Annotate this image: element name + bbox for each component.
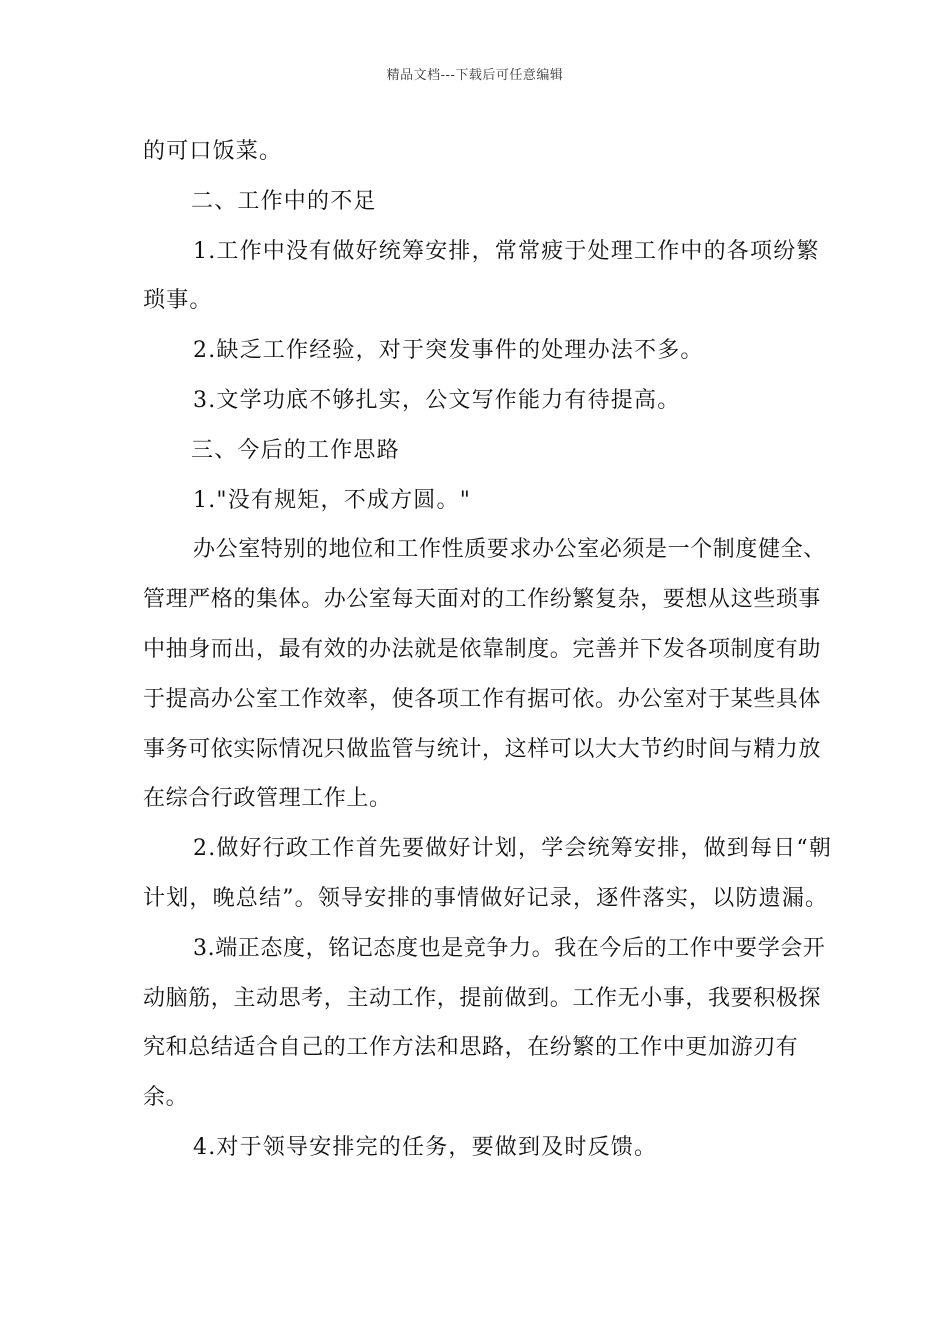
- plan-item-3: 3.端正态度，铭记态度也是竞争力。我在今后的工作中要学会开动脑筋，主动思考，主动工作，提前做到。工作无小事，我要积极探究和总结适合自己的工作方法和思路，在纷繁的工作中更加游刃有余。: [143, 935, 826, 1111]
- plan-item-2: 2.做好行政工作首先要做好计划，学会统筹安排，做到每日“朝计划，晚总结”。领导安排的事情做好记录，逐件落实，以防遗漏。: [143, 836, 833, 911]
- shortcoming-item-3: 3.文学功底不够扎实，公文写作能力有待提高。: [193, 387, 681, 413]
- section-heading-future-plans: 三、今后的工作思路: [191, 437, 400, 463]
- shortcoming-item-2: 2.缺乏工作经验，对于突发事件的处理办法不多。: [193, 338, 704, 364]
- paragraph-continuation: 的可口饭菜。: [143, 139, 283, 164]
- plan-item-4: 4.对于领导安排完的任务，要做到及时反馈。: [193, 1134, 658, 1160]
- plan-item-1-body: 办公室特别的地位和工作性质要求办公室必须是一个制度健全、管理严格的集体。办公室每天面对的工作纷繁复杂，要想从这些琐事中抽身而出，最有效的办法就是依靠制度。完善并下发各项制度有助于提高办公室工作效率，使各项工作有据可依。办公室对于某些具体事务可依实际情况只做监管与统计，这样可以大大节约时间与精力放在综合行政管理工作上。: [143, 537, 826, 812]
- section-heading-shortcomings: 二、工作中的不足: [191, 188, 377, 214]
- document-body: [143, 127, 833, 1173]
- page-header: 精品文档---下载后可任意编辑: [386, 68, 564, 83]
- plan-item-1-title: 1."没有规矩，不成方圆。": [193, 487, 472, 513]
- shortcoming-item-1: 1.工作中没有做好统筹安排，常常疲于处理工作中的各项纷繁琐事。: [143, 238, 820, 314]
